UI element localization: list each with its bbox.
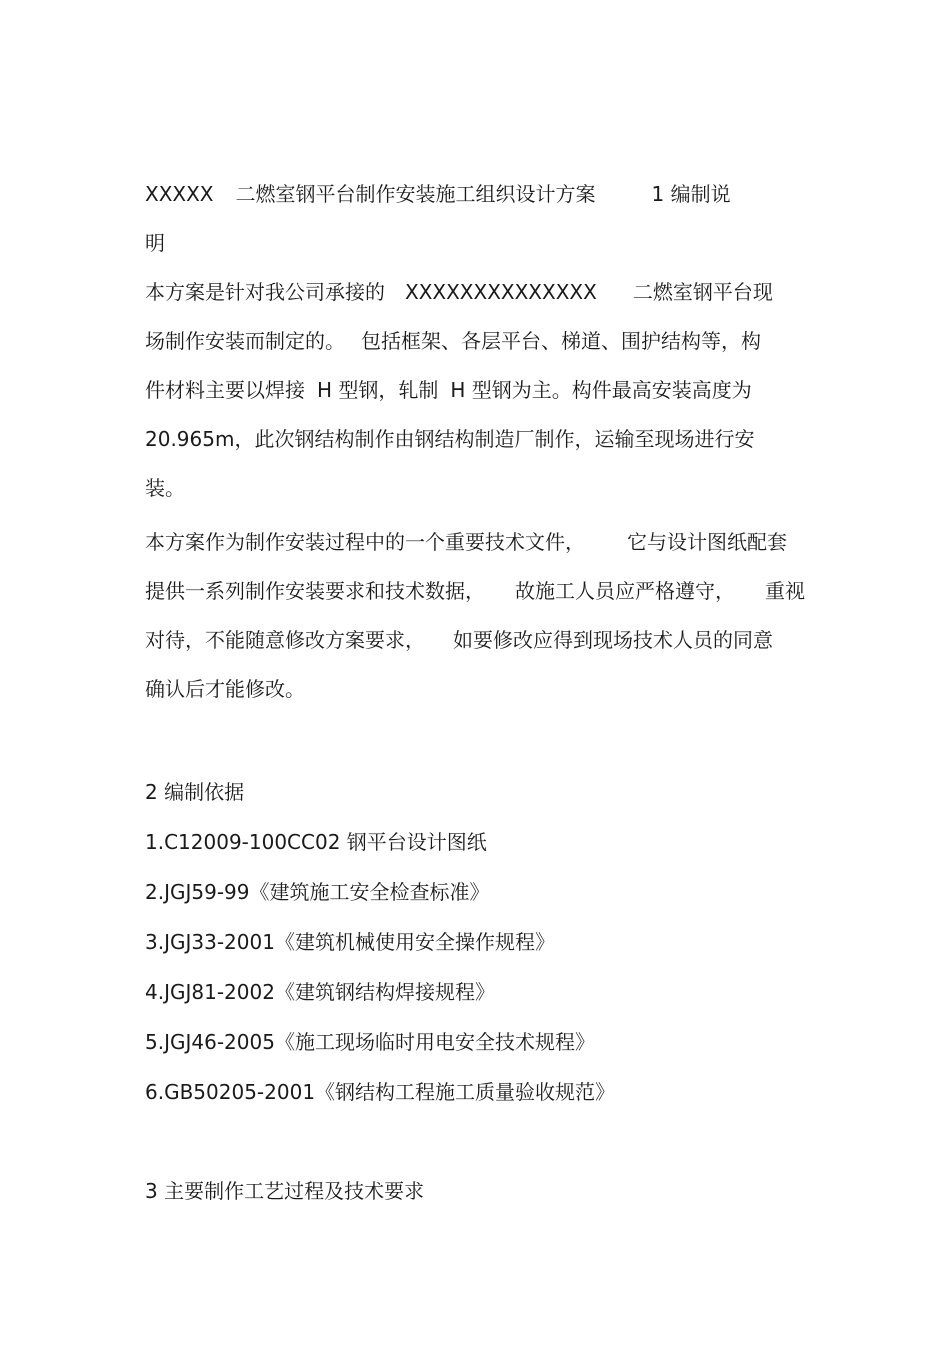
section-2-heading: 2 编制依据 <box>145 780 245 804</box>
reference-item-4: 4.JGJ81-2002《建筑钢结构焊接规程》 <box>145 980 495 1004</box>
section1-heading: 1 编制说 <box>651 182 731 206</box>
paragraph-2: 本方案作为制作安装过程中的一个重要技术文件， 它与设计图纸配套 提供一系列制作安装要求和技术数据， 故施工人员应严格遵守， 重视 对待，不能随意修改方案要求， 如要修改应得到现场技术人员的同意 确认后才能修改。 <box>145 530 805 701</box>
title-line-1 <box>145 170 810 219</box>
reference-item-1: 1.C12009-100CC02 钢平台设计图纸 <box>145 830 487 854</box>
title-text: 二燃室钢平台制作安装施工组织设计方案 <box>235 182 596 206</box>
reference-item-5: 5.JGJ46-2005《施工现场临时用电安全技术规程》 <box>145 1030 595 1054</box>
title-code: XXXXX <box>145 182 214 206</box>
reference-item-2: 2.JGJ59-99《建筑施工安全检查标准》 <box>145 880 490 904</box>
paragraph-1: 本方案是针对我公司承接的 XXXXXXXXXXXXXX 二燃室钢平台现 场制作安装而制定的。 包括框架、各层平台、梯道、围护结构等，构 件材料主要以焊接 H 型钢，轧制 H 型钢为主。构件最高安装高度为 20.965m，此次钢结构制作由钢结构制造厂制作，运输至现场进行安 装。 <box>145 280 773 500</box>
reference-item-3: 3.JGJ33-2001《建筑机械使用安全操作规程》 <box>145 930 555 954</box>
section-3-heading: 3 主要制作工艺过程及技术要求 <box>145 1179 425 1203</box>
reference-item-6: 6.GB50205-2001《钢结构工程施工质量验收规范》 <box>145 1080 616 1104</box>
title-line-2: 明 <box>145 231 165 255</box>
document-title <box>145 170 810 268</box>
